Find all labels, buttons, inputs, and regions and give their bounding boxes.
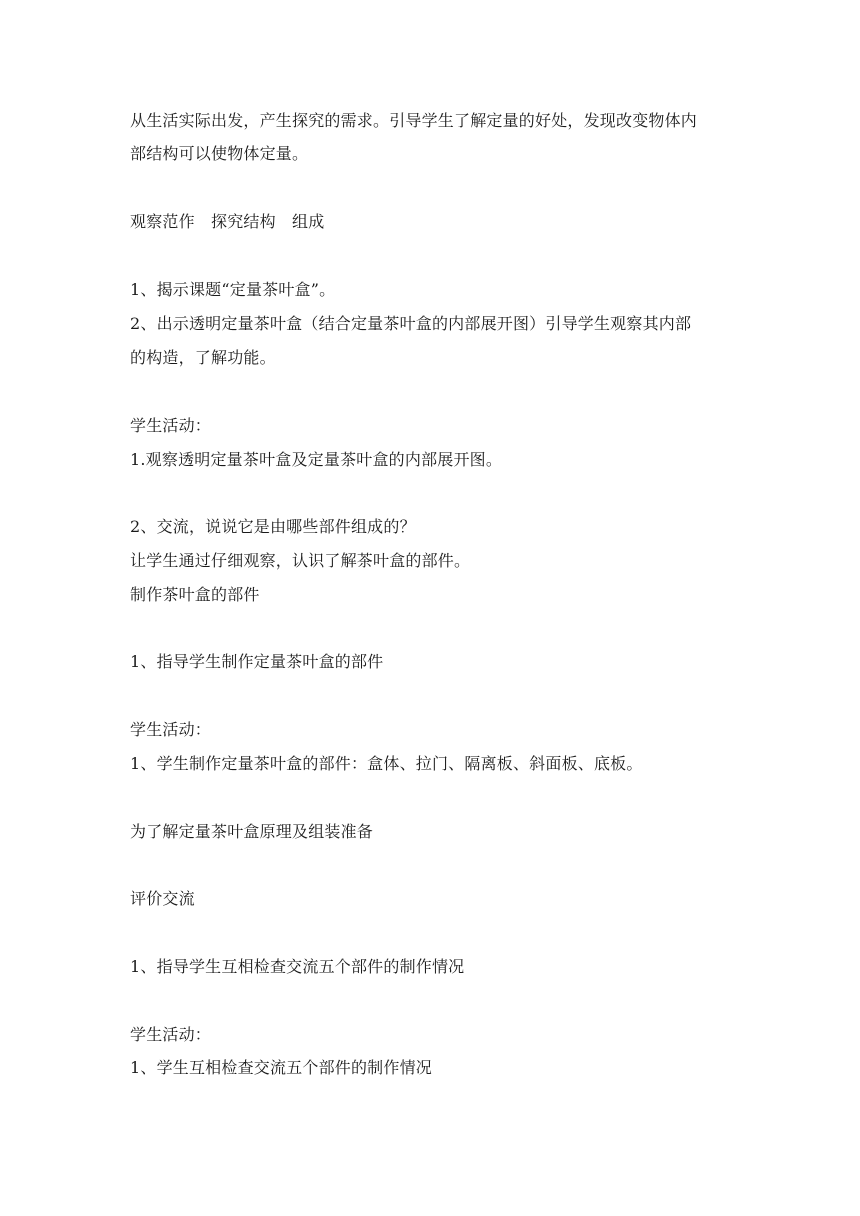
step-guide-check: 1、指导学生互相检查交流五个部件的制作情况 [130, 957, 465, 976]
activity-check: 1、学生互相检查交流五个部件的制作情况 [130, 1058, 432, 1077]
activity-discuss-note: 让学生通过仔细观察，认识了解茶叶盒的部件。 [130, 551, 471, 570]
activity-observe: 1.观察透明定量茶叶盒及定量茶叶盒的内部展开图。 [130, 450, 503, 469]
section-heading-evaluate: 评价交流 [130, 889, 195, 908]
purpose-note: 为了解定量茶叶盒原理及组装准备 [130, 822, 374, 841]
activity-make-parts: 1、学生制作定量茶叶盒的部件：盒体、拉门、隔离板、斜面板、底板。 [130, 754, 643, 773]
section-heading-make-parts: 制作茶叶盒的部件 [130, 585, 260, 604]
paragraph-intro-line-1: 从生活实际出发，产生探究的需求。引导学生了解定量的好处，发现改变物体内 [130, 111, 698, 130]
section-heading-observe: 观察范作 探究结构 组成 [130, 212, 325, 231]
step-show-box-line-1: 2、出示透明定量茶叶盒（结合定量茶叶盒的内部展开图）引导学生观察其内部 [130, 314, 692, 333]
step-show-box-line-2: 的构造，了解功能。 [130, 348, 276, 367]
student-activity-label: 学生活动： [130, 720, 212, 739]
activity-discuss: 2、交流，说说它是由哪些部件组成的？ [130, 517, 416, 536]
student-activity-label: 学生活动： [130, 416, 212, 435]
step-guide-make-parts: 1、指导学生制作定量茶叶盒的部件 [130, 652, 384, 671]
step-reveal-topic: 1、揭示课题“定量茶叶盒”。 [130, 280, 336, 299]
paragraph-intro-line-2: 部结构可以使物体定量。 [130, 144, 309, 163]
student-activity-label: 学生活动： [130, 1025, 212, 1044]
